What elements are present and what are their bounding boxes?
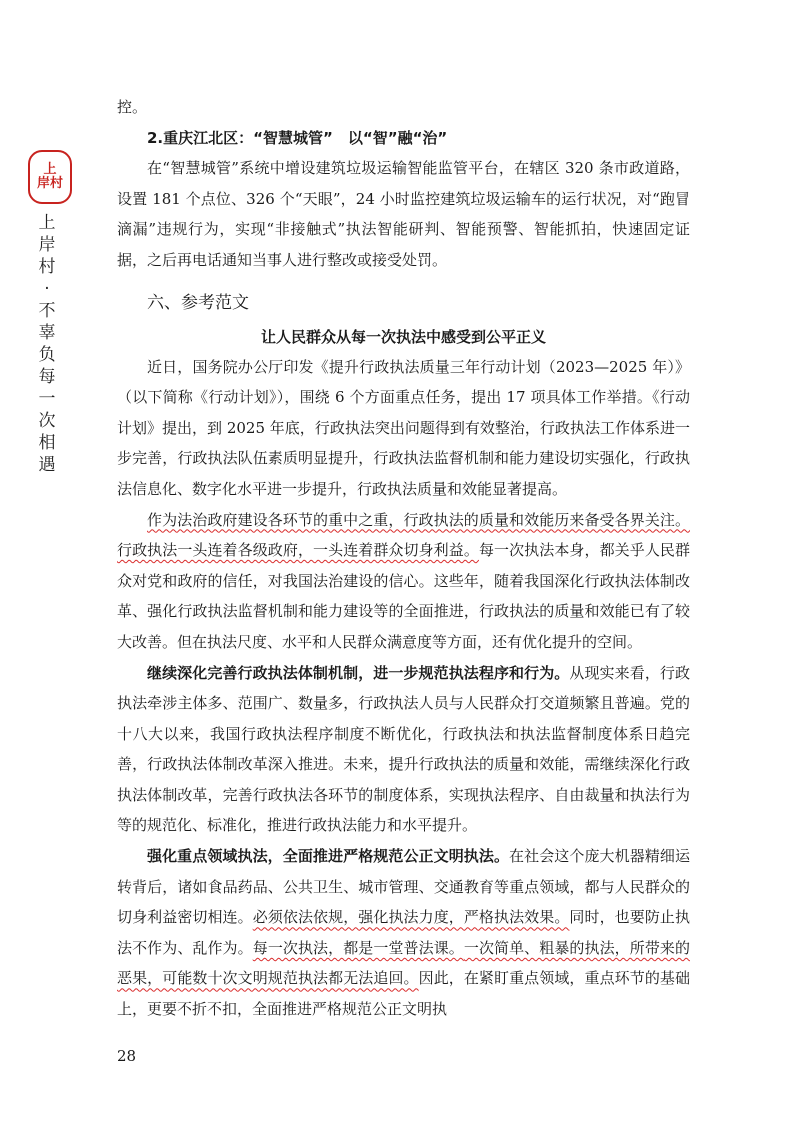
section-heading: 六、参考范文 (147, 292, 249, 313)
page-body (117, 92, 690, 1025)
underlined-sentence: 作为法治政府建设各环节的重中之重，行政执法的质量和效能历来备受各界关注。 (147, 510, 690, 529)
top-continuation: 控。 (117, 98, 148, 116)
paragraph-text: 每一次执法本身，都关乎人民群众对党和政府的信任，对我国法治建设的信心。这些年，随着我国深化行政执法体制改革、强化行政执法监督机制和能力建设等的全面推进，行政执法的质量和效能已有了较大改善。但在执法尺度、水平和人民群众满意度等方面，还有优化提升的空间。 (117, 541, 690, 651)
paragraph-text: 在社会这个庞大机器精细运转背后，诸如食品药品、公共卫生、城市管理、交通教育等重点领域，都与人民群众的切身利益密切相连。 (117, 847, 690, 927)
underlined-sentence: 一次简单、粗暴的执法，所带来的恶果，可能数十次文明规范执法都无法追回。 (117, 938, 690, 988)
seal-char-1: 上 (43, 162, 57, 177)
article-title: 让人民群众从每一次执法中感受到公平正义 (260, 327, 546, 346)
seal-char-2: 岸村 (36, 176, 63, 191)
underlined-sentence: 必须依法依规，强化执法力度，严格执法效果。 (252, 908, 570, 927)
paragraph-text: 因此，在紧盯重点领域，重点环节的基础上，更要不折不扣，全面推进严格规范公正文明执 (117, 969, 690, 1019)
paragraph-text: 同时，也要防止执法不作为、乱作为。 (117, 908, 690, 957)
paragraph-text: 从现实来看，行政执法牵涉主体多、范围广、数量多，行政执法人员与人民群众打交道频繁且普遍。党的十八大以来，我国行政执法程序制度不断优化，行政执法和执法监督制度体系日趋完善，行政执法体制改革深入推进。未来，提升行政执法的质量和效能，需继续深化行政执法体制改革，完善行政执法各环节的制度体系，实现执法程序、自由裁量和执法行为等的规范化、标准化，推进行政执法能力和水平提升。 (117, 663, 690, 835)
paragraph-2 (117, 505, 690, 658)
page-number: 28 (117, 1047, 137, 1065)
underlined-sentence: 每一次执法，都是一堂普法课。 (252, 938, 464, 957)
bold-lead: 强化重点领域执法，全面推进严格规范公正文明执法。 (147, 847, 510, 866)
paragraph-3 (117, 658, 690, 842)
case-heading: 2.重庆江北区：“智慧城管” 以“智”融“治” (147, 128, 448, 147)
paragraph-4 (117, 841, 690, 1025)
vertical-slogan: 上岸村·不辜负每一次相遇 (38, 213, 56, 475)
seal-logo (28, 150, 72, 204)
bold-lead: 继续深化完善行政执法体制机制，进一步规范执法程序和行为。 (147, 663, 570, 682)
case-paragraph: 在“智慧城管”系统中增设建筑垃圾运输智能监管平台，在辖区 320 条市政道路，设置 181 个点位、326 个“天眼”，24 小时监控建筑垃圾运输车的运行状况，对“跑冒滴漏”违规行为，实现“非接触式”执法智能研判、智能预警、智能抓拍，快速固定证据，之后再电话通知当事人进行整改或接受处罚。 (117, 159, 690, 269)
paragraph-1: 近日，国务院办公厅印发《提升行政执法质量三年行动计划（2023—2025 年）》（以下简称《行动计划》），围绕 6 个方面重点任务，提出 17 项具体工作举措。《行动计划》提出，到 2025 年底，行政执法突出问题得到有效整治，行政执法工作体系进一步完善，行政执法队伍素质明显提升，行政执法监督机制和能力建设切实强化，行政执法信息化、数字化水平进一步提升，行政执法质量和效能显著提高。 (117, 357, 690, 498)
underlined-sentence: 行政执法一头连着各级政府，一头连着群众切身利益。 (117, 541, 479, 560)
